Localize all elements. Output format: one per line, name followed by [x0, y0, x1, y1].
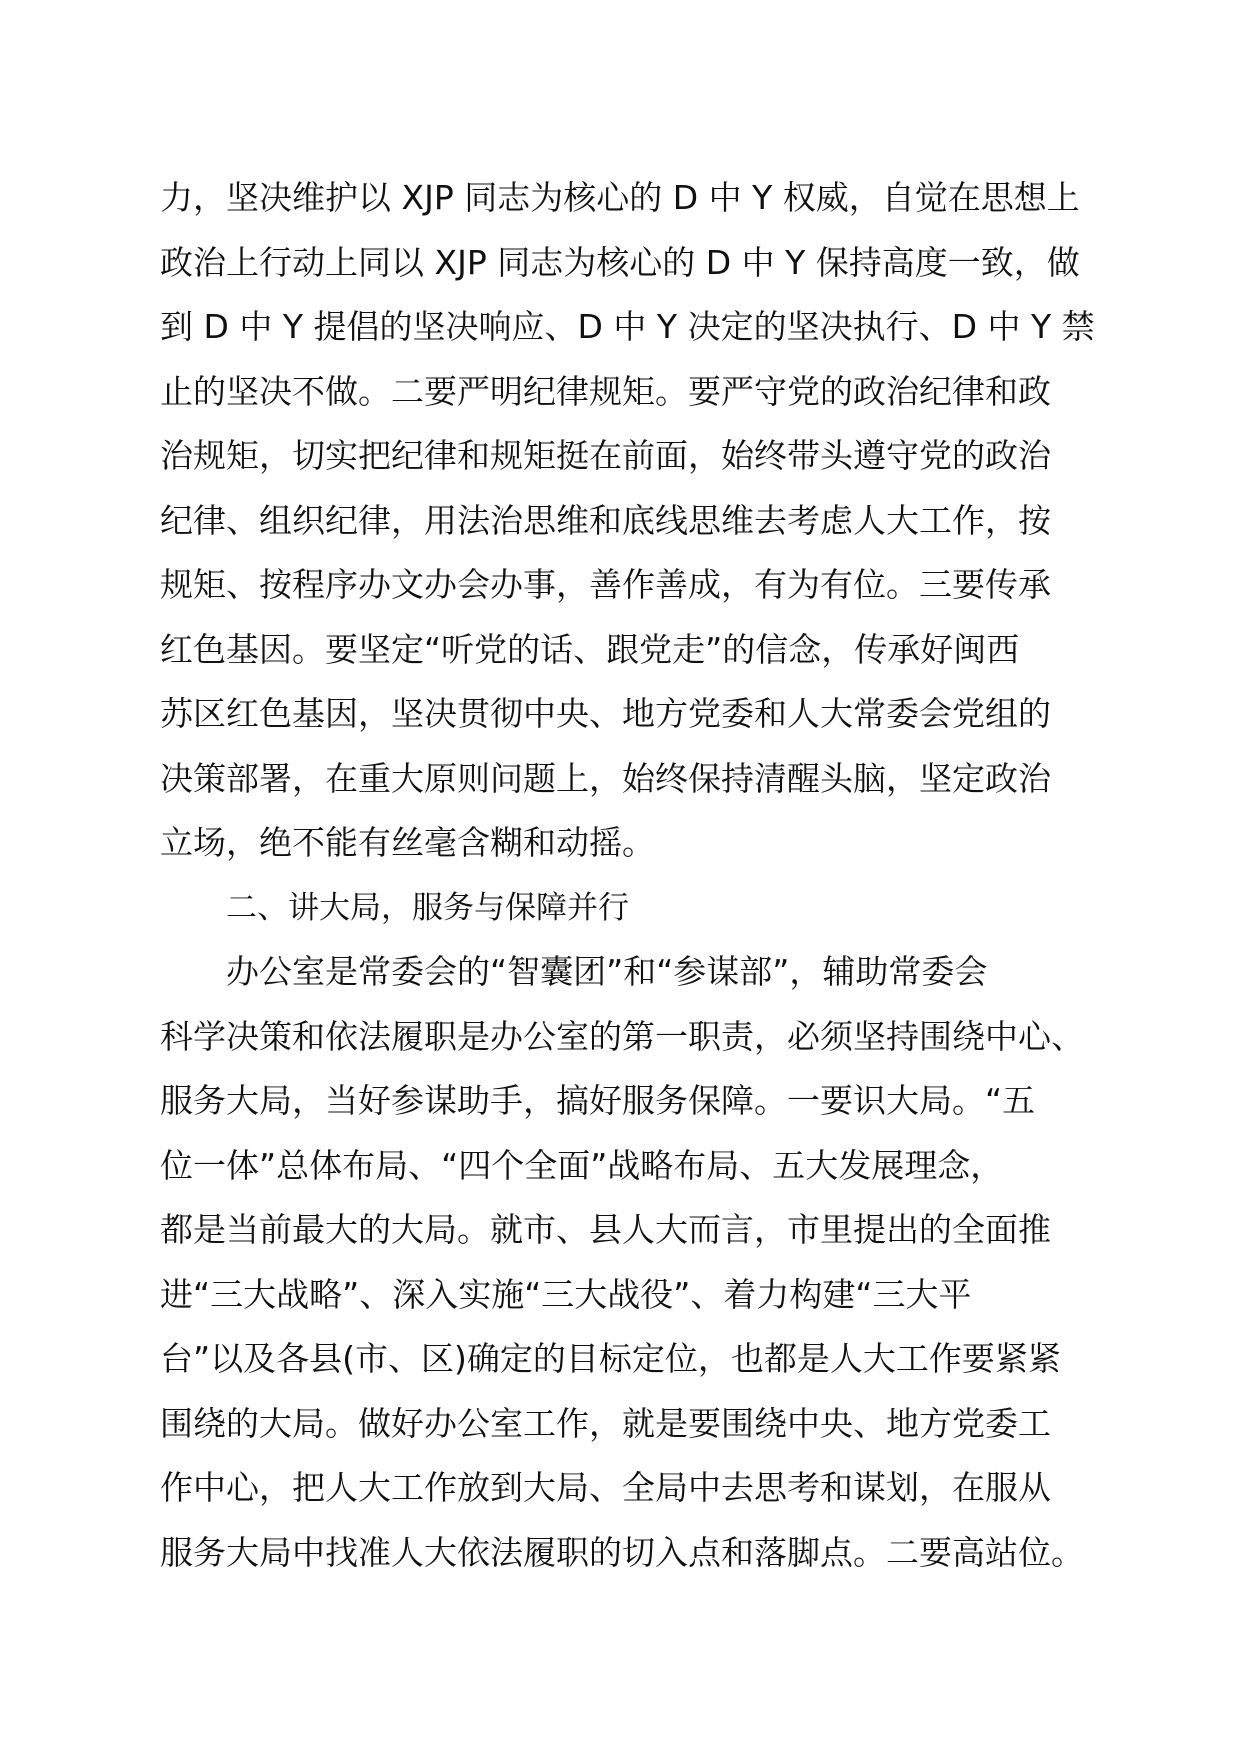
- paragraph-line: 办公室是常委会的“智囊团”和“参谋部”，辅助常委会: [226, 952, 988, 991]
- paragraph-line: 治规矩，切实把纪律和规矩挺在前面，始终带头遵守党的政治: [160, 436, 1051, 475]
- paragraph-line: 都是当前最大的大局。就市、县人大而言，市里提出的全面推: [160, 1210, 1051, 1249]
- section-heading: 二、讲大局，服务与保障并行: [226, 889, 629, 926]
- paragraph-line: 到 D 中 Y 提倡的坚决响应、D 中 Y 决定的坚决执行、D 中 Y 禁: [160, 307, 1095, 346]
- paragraph-line: 服务大局中找准人大依法履职的切入点和落脚点。二要高站位。: [160, 1532, 1084, 1572]
- paragraph-line: 纪律、组织纪律，用法治思维和底线思维去考虑人大工作，按: [160, 500, 1051, 540]
- paragraph-line: 规矩、按程序办文办会办事，善作善成，有为有位。三要传承: [160, 565, 1051, 604]
- paragraph-line: 政治上行动上同以 XJP 同志为核心的 D 中 Y 保持高度一致，做: [160, 242, 1080, 282]
- paragraph-line: 围绕的大局。做好办公室工作，就是要围绕中央、地方党委工: [160, 1403, 1051, 1443]
- paragraph-line: 服务大局，当好参谋助手，搞好服务保障。一要识大局。“五: [160, 1081, 1036, 1120]
- document-body: [160, 166, 1100, 1585]
- paragraph-line: 科学决策和依法履职是办公室的第一职责，必须坚持围绕中心、: [160, 1016, 1084, 1056]
- paragraph-line: 立场，绝不能有丝毫含糊和动摇。: [160, 823, 655, 862]
- paragraph-line: 作中心，把人大工作放到大局、全局中去思考和谋划，在服从: [160, 1468, 1051, 1507]
- paragraph-line: 位一体”总体布局、“四个全面”战略布局、五大发展理念，: [160, 1145, 1004, 1185]
- paragraph-line: 苏区红色基因，坚决贯彻中央、地方党委和人大常委会党组的: [160, 694, 1051, 733]
- paragraph-line: 红色基因。要坚定“听党的话、跟党走”的信念，传承好闽西: [160, 629, 1020, 669]
- paragraph-line: 决策部署，在重大原则问题上，始终保持清醒头脑，坚定政治: [160, 758, 1051, 798]
- paragraph-line: 进“三大战略”、深入实施“三大战役”、着力构建“三大平: [160, 1274, 972, 1314]
- paragraph-line: 台”以及各县(市、区)确定的目标定位，也都是人大工作要紧紧: [160, 1339, 1061, 1378]
- paragraph-line: 止的坚决不做。二要严明纪律规矩。要严守党的政治纪律和政: [160, 371, 1051, 411]
- paragraph-line: 力，坚决维护以 XJP 同志为核心的 D 中 Y 权威，自觉在思想上: [160, 178, 1080, 217]
